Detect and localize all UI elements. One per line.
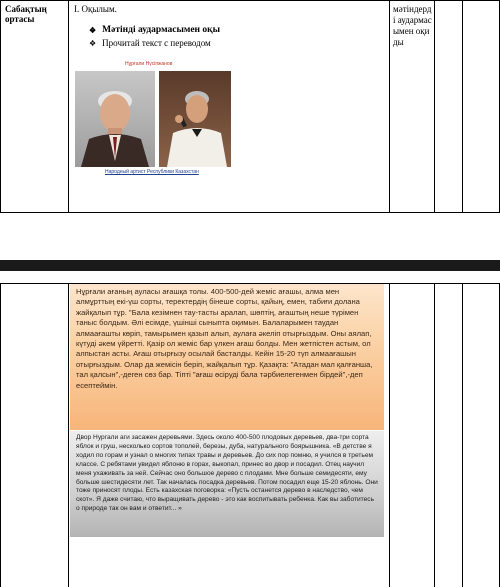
kazakh-reading-text xyxy=(70,284,384,430)
bullet-item-kazakh xyxy=(89,25,220,35)
top-lesson-table xyxy=(0,0,500,213)
portrait-photo xyxy=(75,71,155,167)
column-divider xyxy=(462,1,463,212)
bullet-text-kazakh: Мәтінді аудармасымен оқы xyxy=(102,25,221,35)
diamond-bullet-icon: ❖ xyxy=(89,25,97,35)
photo-caption-title: Народный артист Республики Казахстан xyxy=(105,169,199,175)
performer-illustration xyxy=(159,71,231,167)
performer-photo xyxy=(159,71,231,167)
russian-paragraph: Двор Нургали аги засажен деревьями. Здесь около 400-500 плодовых деревьев, два-три сорта яблок и груш, несколько сортов тополей, березы, дуба, натурального боярышника. «В детстве я ходил по горам и узнал о многих типах травы и деревьев. До сих пор помню, я учился в третьем классе. С ребятами увидел яблоню в горах, выкопал, принес во двор и посадил. Отец научил меня ухаживать за ней. Сейчас оно большое дерево с плодами. Мне больше семидесяти, ему больше шестидесяти лет. Так началась посадка деревьев. Потом посадил еще 15-20 яблонь. Они тоже приносят плоды. Есть казахская поговорка: «Пусть останется дерево в наследство, чем скот». Я даже считаю, что выращивать дерево - это как воспитывать ребенка. Как вы заботитесь о природе так он вам и ответит... » xyxy=(76,434,378,513)
column-divider xyxy=(434,1,435,212)
page-separator xyxy=(0,260,500,271)
activity-heading: I. Оқылым. xyxy=(74,4,117,14)
russian-translation-text xyxy=(70,431,384,537)
column-divider xyxy=(68,1,69,212)
expected-result-text: мәтіндерді аудармасымен оқиды xyxy=(393,4,432,47)
column-divider xyxy=(462,284,463,587)
kazakh-paragraph: Нұрғали ағаның ауласы ағашқа толы. 400-500-дей жеміс ағашы, алма мен алмұрттың екі-үш сорты, теректердің бінеше сорты, қайың, емен, табиғи долана жайқалып тұр. "Бала кезімнен тау-тасты аралап, шөптің, ағаштың неше түрімен таныс болдым. Әлі есімде, үшінші сыныпта оқимын. Балаларымен таудан алмаағашты көріп, тамырымен қазып алып, аулаға әкеліп отырғыздым. Оны аялап, күтуді әкем үйретті. Қазір ол жеміс бар үлкен ағаш болды. Мен жетпістен астым, ол алпыстан асты. Ағаш отырғызу осылай басталды. Кейін 15-20 түп алмаағашын отырғыздым. Олар да жемісін беріп, жайқалып тұр. Қазақта: "Атадан мал қалғанша, тал қалсын",-деген сөз бар. Тіпті "ағаш өсіруді бала тәрбиелегенмен бірдей",-деп есептеймін. xyxy=(76,287,373,390)
column-divider xyxy=(389,284,390,587)
bullet-text-russian: Прочитай текст с переводом xyxy=(102,38,211,48)
column-divider xyxy=(434,284,435,587)
portrait-illustration xyxy=(75,71,155,167)
bullet-item-russian xyxy=(89,38,211,48)
diamond-bullet-icon: ❖ xyxy=(89,38,97,48)
column-divider xyxy=(68,284,69,587)
column-divider xyxy=(389,1,390,212)
photo-caption-name: Нұрғали Нүсіпжанов xyxy=(125,61,173,67)
lesson-stage-label: Сабақтың ортасы xyxy=(5,4,47,24)
